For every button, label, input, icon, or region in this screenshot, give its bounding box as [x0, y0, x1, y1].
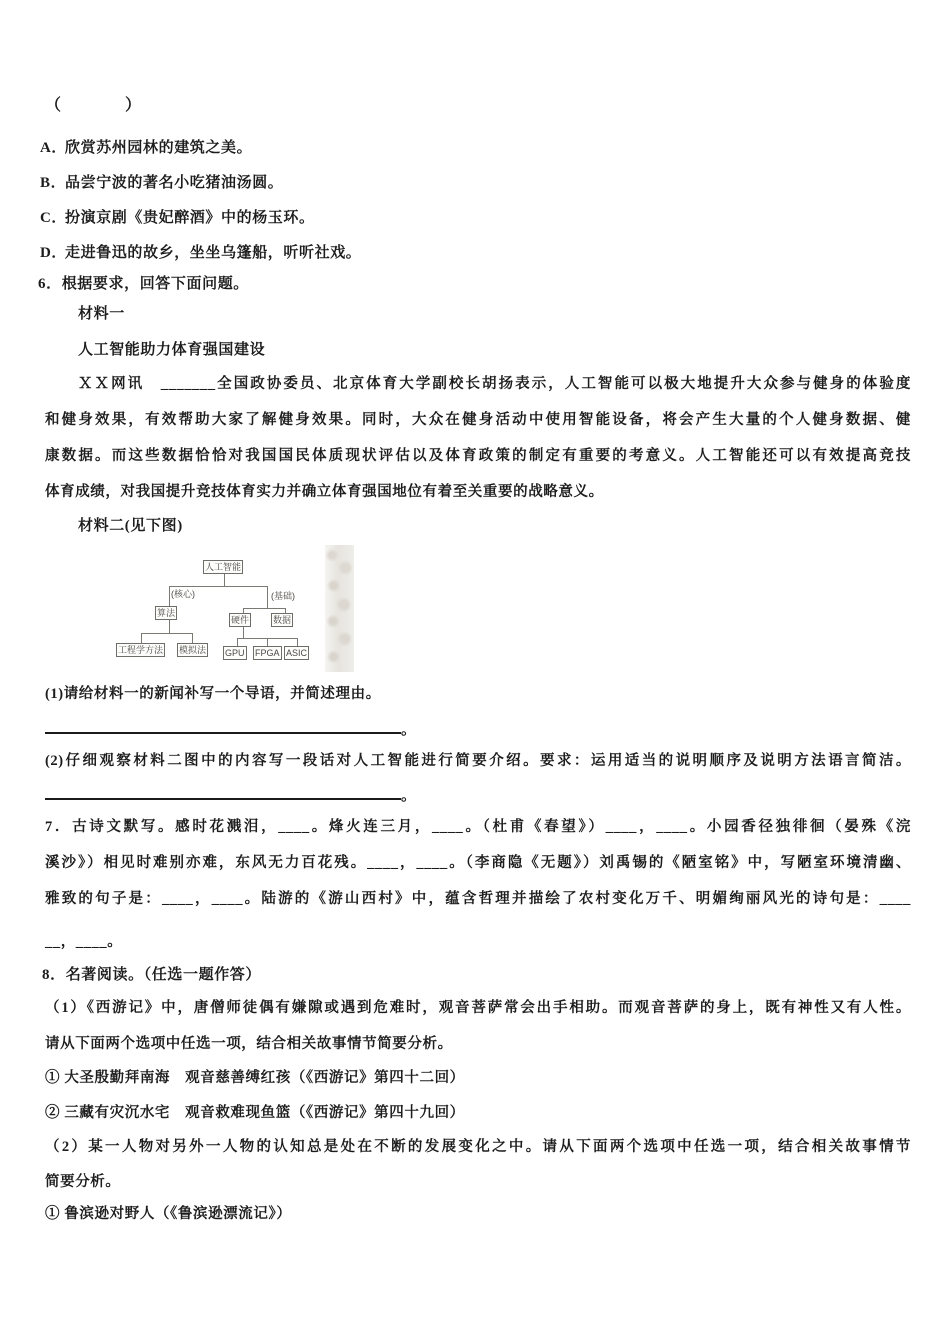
option-d	[40, 241, 361, 262]
option-b-label: B．	[40, 175, 67, 191]
material-2-label: 材料二(见下图)	[78, 518, 183, 534]
material-1-paragraph-line-1: ＸＸ网讯 _______全国政协委员、北京体育大学副校长胡扬表示，人工智能可以极大地提升大众参与健身的体验度	[78, 376, 911, 392]
question-6-sub-1: (1)请给材料一的新闻补写一个导语，并简述理由。	[45, 686, 381, 702]
question-7-line-4: __，____。	[45, 934, 123, 950]
answer-line-period: 。	[401, 788, 417, 804]
diagram-connector	[243, 608, 286, 609]
diagram-connector	[297, 638, 298, 646]
option-c	[40, 206, 315, 227]
option-a-text: 欣赏苏州园林的建筑之美。	[65, 140, 253, 156]
diagram-node-engineering-method: 工程学方法	[118, 645, 164, 655]
material-1-label: 材料一	[78, 306, 125, 322]
diagram-branch-core: (核心)	[171, 589, 195, 599]
question-6-heading: 6．根据要求，回答下面问题。	[38, 276, 249, 292]
question-7-line-3: 雅致的句子是：____，____。陆游的《游山西村》中，蕴含哲理并描绘了农村变化万千、明媚绚丽风光的诗句是：____	[45, 891, 911, 907]
diagram-node-hardware: 硬件	[231, 615, 250, 625]
option-c-label: C．	[40, 210, 68, 226]
diagram-connector	[237, 638, 238, 646]
answer-underline	[45, 719, 401, 734]
diagram-connector	[224, 574, 225, 586]
question-8-part1-line-1: （1）《西游记》中，唐僧师徒偶有嫌隙或遇到危难时，观音菩萨常会出手相助。而观音菩萨的身上，既有神性又有人性。	[45, 1000, 911, 1016]
answer-line-period: 。	[401, 722, 417, 738]
scan-artifact-strip	[325, 545, 354, 672]
question-8-part2-line-2: 简要分析。	[45, 1174, 121, 1190]
answer-line-1	[45, 718, 416, 739]
answer-blank-parens: （ ）	[45, 97, 142, 114]
diagram-node-data: 数据	[273, 615, 292, 625]
ai-tree-diagram	[115, 543, 360, 675]
option-b-text: 品尝宁波的著名小吃猪油汤圆。	[65, 175, 284, 191]
question-7-line-2: 溪沙》）相见时难别亦难，东风无力百花残。____，____。（李商隐《无题》）刘禹锡的《陋室铭》中，写陋室环境清幽、	[45, 855, 911, 871]
question-8-heading: 8．名著阅读。（任选一题作答）	[42, 967, 262, 983]
material-1-paragraph-line-4: 体育成绩，对我国提升竞技体育实力并确立体育强国地位有着至关重要的战略意义。	[45, 484, 604, 500]
diagram-node-root: 人工智能	[205, 562, 242, 572]
answer-line-2	[45, 784, 416, 805]
option-d-text: 走进鲁迅的故乡，坐坐乌篷船，听听社戏。	[65, 245, 362, 261]
diagram-connector	[141, 633, 192, 634]
diagram-connector	[267, 586, 268, 608]
diagram-connector	[141, 633, 142, 643]
option-a-label: A．	[40, 140, 68, 156]
question-8-part1-line-2: 请从下面两个选项中任选一项，结合相关故事情节简要分析。	[45, 1036, 453, 1052]
diagram-connector	[243, 627, 244, 638]
option-b	[40, 171, 283, 192]
question-8-option-2: ② 三藏有灾沉水宅 观音救难现鱼篮（《西游记》第四十九回）	[45, 1105, 465, 1121]
diagram-node-gpu: GPU	[225, 648, 245, 658]
diagram-connector	[267, 638, 268, 646]
question-7-line-1: 7．古诗文默写。感时花溅泪，____。烽火连三月，____。（杜甫《春望》）____，____。小园香径独徘徊（晏殊《浣	[45, 819, 911, 835]
diagram-branch-base: (基础)	[271, 591, 295, 601]
diagram-node-algorithm: 算法	[157, 608, 176, 618]
option-d-label: D．	[40, 245, 68, 261]
question-8-part2-line-1: （2）某一人物对另外一人物的认知总是处在不断的发展变化之中。请从下面两个选项中任选一项，结合相关故事情节	[45, 1139, 911, 1155]
option-a	[40, 136, 252, 157]
question-8-part2-option-1: ① 鲁滨逊对野人（《鲁滨逊漂流记》）	[45, 1206, 292, 1222]
material-1-title: 人工智能助力体育强国建设	[78, 342, 266, 358]
option-c-text: 扮演京剧《贵妃醉酒》中的杨玉环。	[65, 210, 315, 226]
diagram-connector	[192, 633, 193, 643]
material-1-paragraph-line-2: 和健身效果，有效帮助大家了解健身效果。同时，大众在健身活动中使用智能设备，将会产生大量的个人健身数据、健	[45, 412, 911, 428]
diagram-node-asic: ASIC	[286, 648, 308, 658]
answer-underline	[45, 785, 401, 800]
diagram-connector	[169, 586, 170, 606]
question-6-sub-2: (2)仔细观察材料二图中的内容写一段话对人工智能进行简要介绍。要求：运用适当的说明顺序及说明方法语言简洁。	[45, 753, 911, 769]
material-1-paragraph-line-3: 康数据。而这些数据恰恰对我国国民体质现状评估以及体育政策的制定有重要的考意义。人工智能还可以有效提高竞技	[45, 448, 911, 464]
diagram-node-simulation-method: 模拟法	[179, 645, 207, 655]
question-8-option-1: ① 大圣殷勤拜南海 观音慈善缚红孩（《西游记》第四十二回）	[45, 1070, 465, 1086]
diagram-connector	[169, 620, 170, 633]
diagram-node-fpga: FPGA	[255, 648, 280, 658]
